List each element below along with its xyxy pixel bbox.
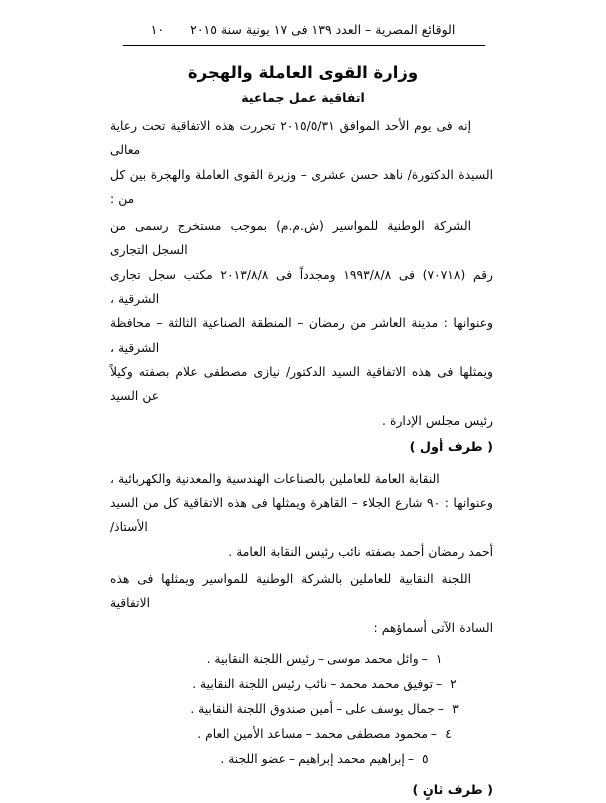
member-number: ٤ (445, 726, 452, 741)
member-name: إبراهيم محمد إبراهيم (298, 751, 405, 766)
first-party-line-4: ويمثلها فى هذه الاتفاقية السيد الدكتور/ نيازى مصطفى علام بصفته وكيلاً عن السيد (110, 364, 493, 404)
member-separator: – (288, 751, 296, 766)
member-number: ١ (435, 651, 443, 666)
member-role: رئيس اللجنة النقابية . (206, 651, 315, 666)
member-number: ٢ (450, 676, 457, 691)
document-body (110, 114, 493, 803)
first-party-line-2: رقم (٧٠٧١٨) فى ١٩٩٣/٨/٨ ومجدداً فى ٢٠١٣/٨/٨ مكتب سجل تجارى الشرقية ، (110, 267, 493, 307)
member-separator: – (436, 676, 443, 691)
second-party-label: ( طرف ثانٍ ) (412, 782, 493, 798)
second-party-line-4: اللجنة النقابية للعاملين بالشركة الوطنية للمواسير ويمثلها فى هذه الاتفاقية (110, 572, 471, 611)
list-item (110, 722, 493, 747)
member-separator: – (407, 751, 414, 766)
member-name: توفيق محمد محمد (339, 676, 434, 691)
member-separator: – (318, 651, 325, 666)
first-party-line-1: الشركة الوطنية للمواسير (ش.م.م) بموجب مستخرج رسمى من السجل التجارى (110, 219, 471, 258)
second-party-line-1: النقابة العامة للعاملين بالصناعات الهندسية والمعدنية والكهربائية ، (110, 471, 440, 486)
member-name: وائل محمد موسى (327, 651, 419, 666)
second-party-line-5: السادة الآتى أسماؤهم : (373, 620, 493, 635)
list-item (110, 747, 493, 772)
preamble-line-2: السيدة الدكتورة/ ناهد حسن عشرى – وزيرة القوى العاملة والهجرة بين كل من : (110, 167, 493, 206)
member-separator: – (421, 651, 428, 666)
member-role: عضو اللجنة . (220, 751, 286, 766)
list-item (110, 672, 493, 697)
member-number: ٥ (422, 751, 429, 766)
union-committee-member-list (110, 647, 493, 772)
member-name: محمود مصطفى محمد (314, 726, 428, 741)
first-party-line-3: وعنوانها : مدينة العاشر من رمضان – المنطقة الصناعية الثالثة – محافظة الشرقية ، (110, 316, 493, 355)
member-number: ٣ (452, 701, 459, 716)
preamble-line-1: إنه فى يوم الأحد الموافق ٢٠١٥/٥/٣١ تحررت هذه الاتفاقية تحت رعاية معالى (110, 119, 471, 158)
member-separator: – (305, 726, 312, 741)
member-separator: – (437, 701, 445, 716)
first-party-line-5: رئيس مجلس الإدارة . (382, 413, 493, 428)
first-party-label: ( طرف أول ) (409, 439, 493, 455)
member-role: مساعد الأمين العام . (197, 726, 303, 741)
list-item (110, 697, 493, 722)
member-separator: – (336, 701, 343, 716)
page-subtitle: اتفاقية عمل جماعية (241, 90, 365, 105)
member-separator: – (330, 676, 337, 691)
second-party-line-2: وعنوانها : ٩٠ شارع الجلاء – القاهرة ويمثلها فى هذه الاتفاقية كل من السيد الأستاذ/ (110, 496, 493, 535)
second-party-line-3: أحمد رمضان أحمد بصفته نائب رئيس النقابة العامة . (228, 544, 493, 559)
running-head (121, 18, 485, 40)
gazette-header-text: الوقائع المصرية – العدد ١٣٩ فى ١٧ يونية سنة ٢٠١٥ (190, 21, 456, 37)
list-item (110, 647, 493, 672)
page-title: وزارة القوى العاملة والهجرة (187, 63, 419, 82)
header-divider-rule (123, 45, 485, 46)
member-name: جمال يوسف على (345, 701, 435, 716)
member-separator: – (430, 726, 438, 741)
member-role: نائب رئيس اللجنة النقابية . (192, 676, 328, 691)
page-number: ١٠ (150, 21, 165, 37)
member-role: أمين صندوق اللجنة النقابية . (190, 701, 334, 716)
